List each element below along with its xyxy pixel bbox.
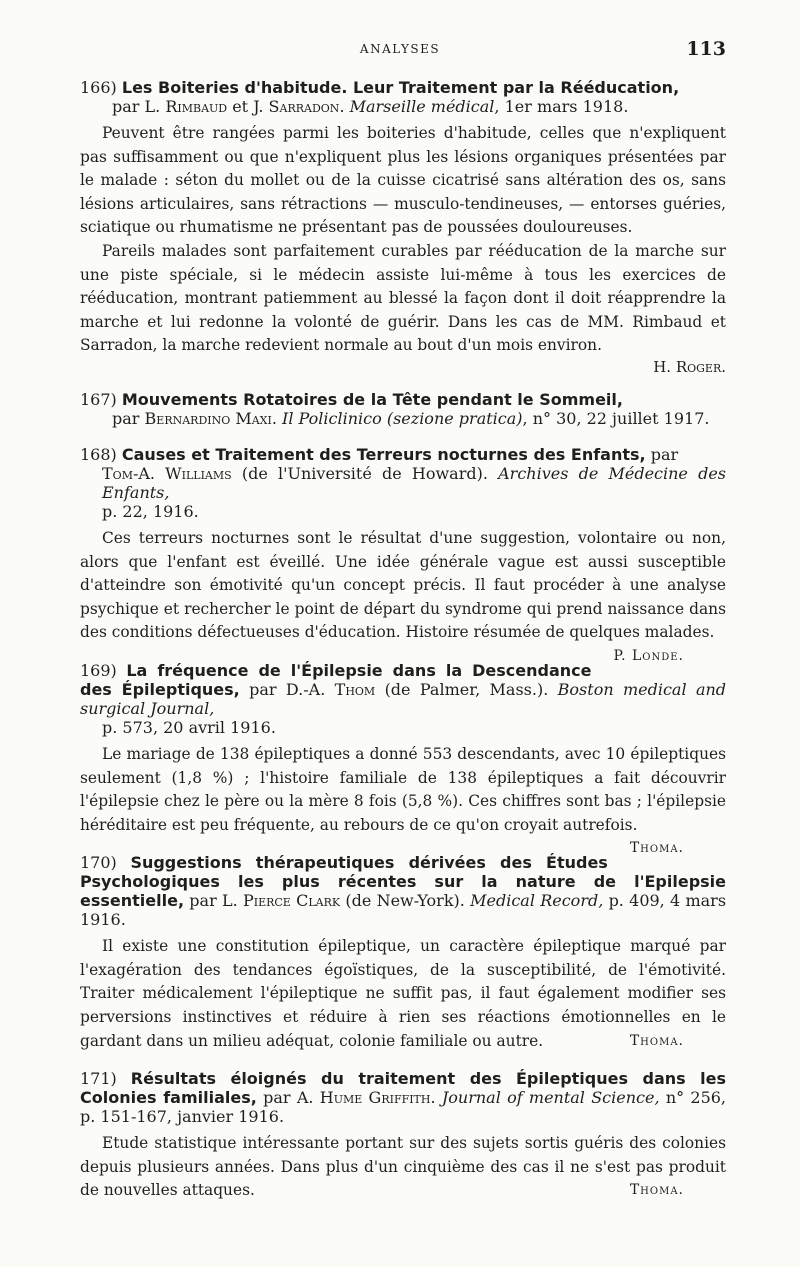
abstract-entry-170 [80, 853, 726, 1053]
entry-body [80, 122, 726, 358]
citation-date: n° 256, p. 151-167, janvier 1916. [80, 1088, 727, 1127]
citation-date: p. 573, 20 avril 1916. [102, 717, 276, 737]
entry-title: Suggestions thérapeutiques dérivées des Études Psychologiques les plus récentes sur la nature de l'Epilepsie essentielle, [80, 853, 726, 911]
paragraph: Ces terreurs nocturnes sont le résultat d'une suggestion, volontaire ou non, alors que l'enfant est éveillé. Une idée générale vague est aussi susceptible d'atteindre son émotivité qu'un concept précis. Il faut procéder à une analyse psychique et rechercher le point de départ du syndrome qui prend naissance dans des conditions défectueuses d'éducation. Histoire résumée de quelques malades. P. Londe. [80, 527, 726, 645]
entry-heading [80, 390, 726, 428]
author-name: Tom-A. Williams [102, 463, 232, 483]
signature: Thoma. [629, 1032, 684, 1049]
author-affiliation: (de New-York). [345, 891, 465, 911]
paragraph: Le mariage de 138 épileptiques a donné 553 descendants, avec 10 épileptiques seulement (1,8 %) ; l'histoire familiale de 138 épileptiques a fait découvrir l'épilepsie chez le père ou la mère 8 fois (5,8 %). Ces chiffres sont bas ; l'épilepsie héréditaire est peu fréquente, au rebours de ce qu'on croyait autrefois. Thoma. [80, 743, 726, 837]
paragraph: Pareils malades sont parfaitement curables par rééducation de la marche sur une piste spéciale, si le médecin assiste lui-même à tous les exercices de rééducation, montrant patiemment au blessé la façon dont il doit réapprendre la marche et lui redonne la volonté de guérir. Dans les cas de MM. Rimbaud et Sarradon, la marche redevient normale au bout d'un mois environ. [80, 241, 726, 355]
entry-number: 170) [80, 853, 117, 873]
entry-citation [80, 464, 726, 502]
paragraph: Il existe une constitution épileptique, un caractère épileptique marqué par l'exagération des tendances égoïstiques, de la susceptibilité, de l'émotivité. Traiter médicalement l'épileptique ne suffit pas, il faut également modifier ses perversions instinctives et réduire à rien ses réactions émotionnelles en le gardant dans un milieu adéquat, colonie familiale ou autre. Thoma. [80, 935, 726, 1053]
entry-body [80, 935, 726, 1053]
author-name: Rimbaud [165, 97, 228, 116]
author-name: D.-A. Thom [285, 679, 376, 699]
page-number: 113 [686, 38, 726, 60]
entry-body [80, 1132, 726, 1203]
entry-number: 169) [80, 660, 117, 680]
entry-heading: 168) Causes et Traitement des Terreurs nocturnes des Enfants, par Tom-A. Williams (de l'Université de Howard). Archives de Médecine des Enfants, p. 22, 1916. [80, 444, 727, 521]
abstracts-list [80, 78, 726, 1203]
entry-number: 168) [80, 444, 117, 464]
entry-heading [80, 78, 726, 116]
paragraph: Peuvent être rangées parmi les boiteries d'habitude, celles que n'expliquent pas suffisamment ou que n'expliquent plus les lésions organiques présentées par le malade : séton du mollet ou de la cuisse cicatrisé sans altération des os, sans lésions articulaires, sans rétractions — musculo-tendineuses, — entorses guéries, sciatique ou rhumatisme ne présentant pas de poussées douloureuses. [80, 124, 726, 237]
entry-heading: 170) Suggestions thérapeutiques dérivées des Études Psychologiques les plus récentes sur la nature de l'Epilepsie essentielle, par L. Pierce Clark (de New-York). Medical Record, p. 409, 4 mars 1916. [80, 853, 727, 930]
entry-citation: par Bernardino Maxi. Il Policlinico (sezione pratica), n° 30, 22 juillet 1917. [112, 408, 710, 428]
journal-name: Medical Record, [470, 891, 604, 911]
entry-title: Mouvements Rotatoires de la Tête pendant le Sommeil, [121, 389, 623, 409]
abstract-entry-171 [80, 1069, 726, 1203]
author-name: L. Pierce Clark [222, 891, 341, 911]
signature: Thoma. [629, 840, 684, 857]
author-name: Hume Griffith [319, 1088, 431, 1108]
abstract-entry-168 [80, 444, 727, 664]
citation-date: , n° 30, 22 juillet 1917. [522, 408, 710, 428]
signature: P. Londe. [613, 647, 684, 664]
entry-citation: par L. Rimbaud et J. Sarradon. Marseille médical, 1er mars 1918. [112, 97, 629, 116]
entry-heading: 171) Résultats éloignés du traitement des Épileptiques dans les Colonies familiales, par A. Hume Griffith. Journal of mental Science, n° 256, p. 151-167, janvier 1916. [80, 1069, 727, 1127]
abstract-entry-169 [80, 660, 727, 857]
citation-date: p. 22, 1916. [102, 501, 199, 521]
citation-date: p. 409, 4 mars 1916. [80, 891, 727, 930]
author-name: Bernardino Maxi [144, 408, 272, 428]
journal-name: Archives de Médecine des Enfants, [102, 463, 727, 502]
running-head: ANALYSES [359, 42, 441, 56]
citation-date: , 1er mars 1918. [494, 97, 629, 116]
entry-number: 167) [80, 389, 117, 409]
journal-name: Journal of mental Science, [441, 1088, 660, 1108]
journal-name: Boston medical and surgical Journal, [80, 679, 727, 718]
author-name: Sarradon [268, 97, 340, 116]
entry-heading: 169) La fréquence de l'Épilepsie dans la Descendance des Épileptiques, par D.-A. Thom (de Palmer, Mass.). Boston medical and surgical Journal, p. 573, 20 avril 1916. [80, 660, 727, 737]
paragraph: Etude statistique intéressante portant sur des sujets sortis guéris des colonies depuis plusieurs années. Dans plus d'un cinquième des cas il ne s'est pas produit de nouvelles attaques. Thoma. [80, 1132, 726, 1203]
entry-title: Les Boiteries d'habitude. Leur Traitement par la Rééducation, [121, 78, 680, 97]
entry-title: Résultats éloignés du traitement des Épileptiques dans les Colonies familiales, [80, 1069, 727, 1108]
entry-number: 166) [80, 78, 117, 97]
entry-title: Causes et Traitement des Terreurs nocturnes des Enfants, [121, 444, 646, 464]
journal-name: Il Policlinico (sezione pratica) [282, 408, 523, 428]
abstract-entry-167 [80, 390, 726, 428]
entry-body [80, 743, 726, 857]
author-affiliation: (de Palmer, Mass.). [384, 679, 549, 699]
signature: H. Roger. [653, 357, 726, 376]
entry-title: La fréquence de l'Épilepsie dans la Descendance des Épileptiques, [80, 660, 592, 699]
abstract-entry-166 [80, 78, 726, 376]
signature: Thoma. [629, 1182, 684, 1199]
journal-name: Marseille médical [349, 97, 495, 116]
entry-body [80, 527, 726, 664]
author-affiliation: (de l'Université de Howard). [241, 463, 488, 483]
entry-number: 171) [80, 1069, 117, 1089]
